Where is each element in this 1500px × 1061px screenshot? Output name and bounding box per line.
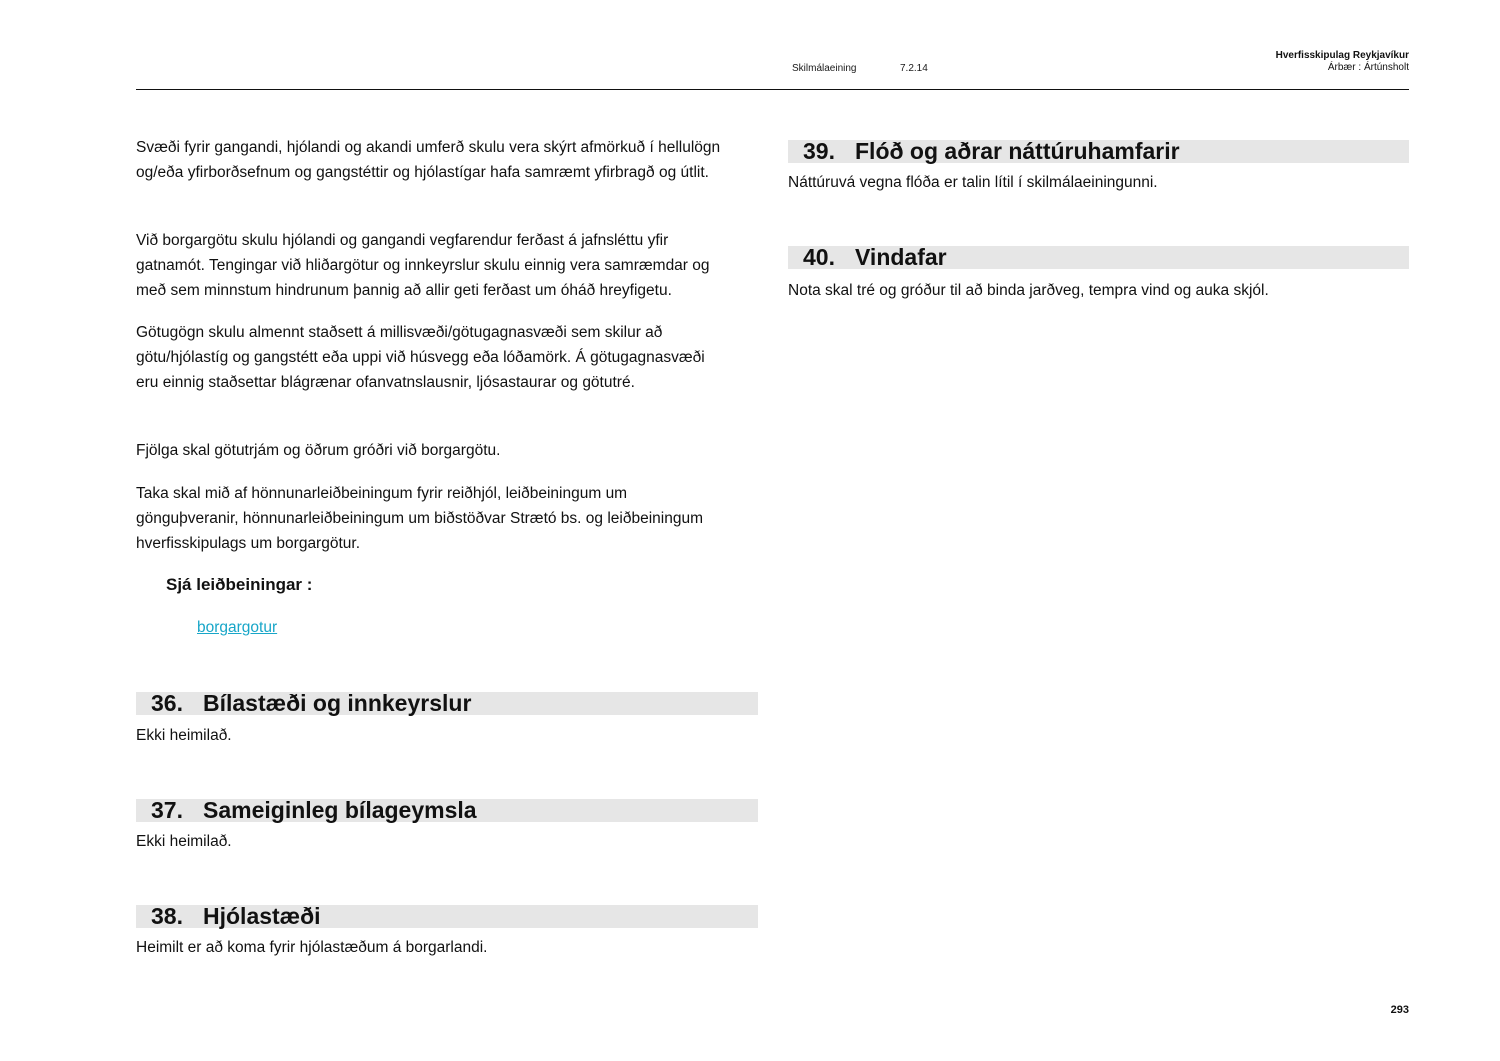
header-divider — [136, 89, 1409, 90]
section-number: 36. — [151, 690, 183, 716]
section-number: 37. — [151, 797, 183, 823]
guidelines-label: Sjá leiðbeiningar : — [166, 575, 313, 594]
paragraph-guidelines: Taka skal mið af hönnunarleiðbeiningum fyrir reiðhjól, leiðbeiningum um gönguþveranir, hönnunarleiðbeiningum um biðstöðvar Strætó bs. og leiðbeiningum hverfisskipulags um borgargötur. — [136, 485, 703, 552]
paragraph-crossings: Við borgargötu skulu hjólandi og gangandi vegfarendur ferðast á jafnsléttu yfir gatnamót. Tengingar við hliðargötur og innkeyrslur skulu einnig vera samræmdar og með sem minnstum hindrunum þannig að allir geti ferðast um óháð hreyfigetu. — [136, 232, 710, 299]
guidelines-link[interactable]: borgargotur — [197, 619, 278, 636]
section-number: 39. — [803, 138, 835, 164]
section-text-40: Nota skal tré og gróður til að binda jarðveg, tempra vind og auka skjól. — [788, 282, 1269, 299]
section-heading-40 — [788, 246, 1409, 269]
section-title: Flóð og aðrar náttúruhamfarir — [855, 138, 1180, 164]
section-heading-39 — [788, 140, 1409, 163]
section-title: Vindafar — [855, 244, 947, 270]
section-title: Sameiginleg bílageymsla — [203, 797, 477, 823]
header-doc-info — [1276, 50, 1409, 74]
header-doc-title: Hverfisskipulag Reykjavíkur — [1275, 50, 1409, 61]
paragraph-surfaces: Svæði fyrir gangandi, hjólandi og akandi umferð skulu vera skýrt afmörkuð í hellulögn og/eða yfirborðsefnum og gangstéttir og hjólastígar hafa samræmt yfirbragð og útlit. — [136, 139, 721, 181]
header-section-number: 7.2.14 — [900, 63, 928, 74]
paragraph-street-trees: Fjölga skal götutrjám og öðrum gróðri við borgargötu. — [136, 442, 501, 459]
header-doc-subtitle: Árbær : Ártúnsholt — [1327, 62, 1409, 73]
section-title: Hjólastæði — [203, 903, 321, 929]
header-section-label: Skilmálaeining — [792, 63, 857, 74]
paragraph-street-furniture: Götugögn skulu almennt staðsett á millisvæði/götugagnasvæði sem skilur að götu/hjólastíg og gangstétt eða uppi við húsvegg eða lóðamörk. Á götugagnasvæði eru einnig staðsettar blágrænar ofanvatnslausnir, ljósastaurar og götutré. — [136, 324, 705, 391]
section-text-39: Náttúruvá vegna flóða er talin lítil í skilmálaeiningunni. — [788, 174, 1158, 191]
section-heading-37 — [136, 799, 758, 822]
section-number: 40. — [803, 244, 835, 270]
page-number: 293 — [1390, 1004, 1409, 1016]
section-text-37: Ekki heimilað. — [136, 833, 232, 850]
section-heading-36 — [136, 692, 758, 715]
section-number: 38. — [151, 903, 183, 929]
section-heading-38 — [136, 905, 758, 928]
section-text-38: Heimilt er að koma fyrir hjólastæðum á borgarlandi. — [136, 939, 488, 956]
section-text-36: Ekki heimilað. — [136, 727, 232, 744]
section-title: Bílastæði og innkeyrslur — [203, 690, 472, 716]
